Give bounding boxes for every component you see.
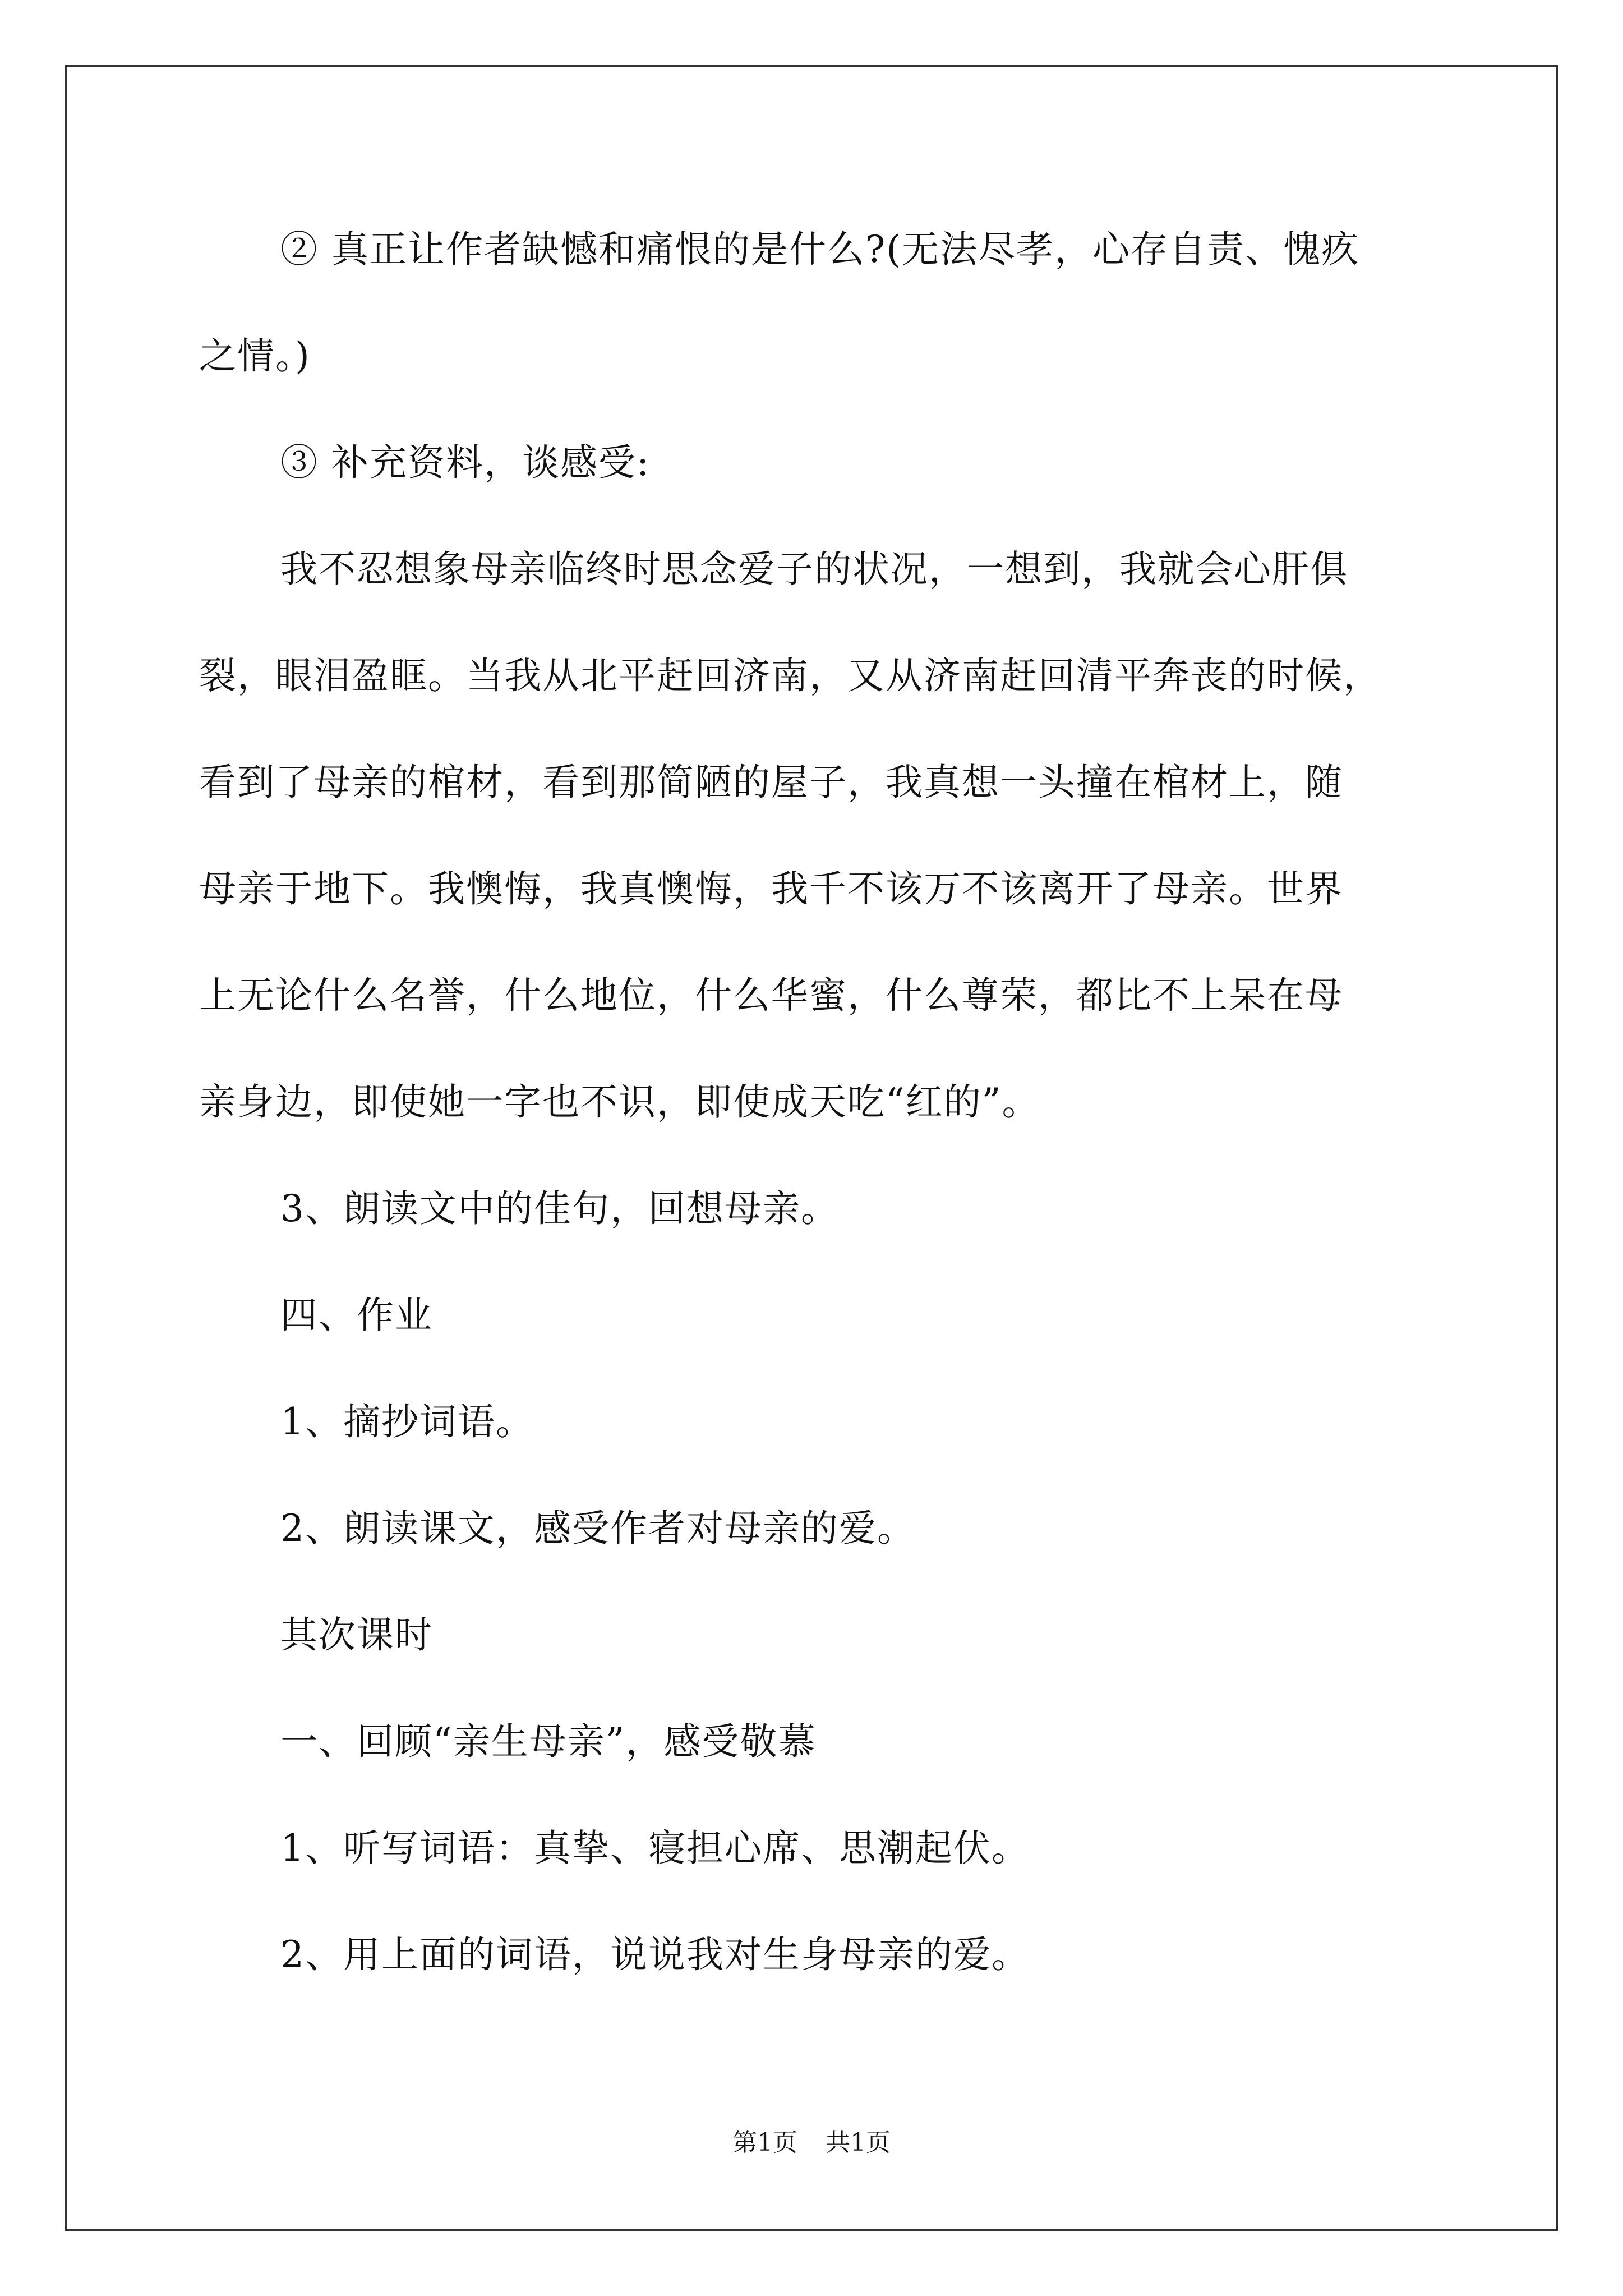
text-line: ③ 补充资料，谈感受: — [280, 441, 651, 484]
section-heading: 其次课时 — [280, 1613, 433, 1657]
text-line: 2、朗读课文，感受作者对母亲的爱。 — [280, 1507, 915, 1550]
page-total: 共1页 — [826, 2128, 891, 2157]
text-line: 2、用上面的词语，说说我对生身母亲的爱。 — [280, 1933, 1030, 1976]
text-line: 1、摘抄词语。 — [280, 1400, 534, 1443]
text-line: 1、听写词语：真挚、寝担心席、思潮起伏。 — [280, 1826, 1030, 1870]
text-line: 看到了母亲的棺材，看到那简陋的屋子，我真想一头撞在棺材上，随 — [199, 761, 1343, 804]
page-frame — [65, 65, 1558, 2231]
text-line: 3、朗读文中的佳句，回想母亲。 — [280, 1187, 839, 1230]
text-line: ② 真正让作者缺憾和痛恨的是什么?(无法尽孝，心存自责、愧疚 — [280, 228, 1360, 271]
text-line: 我不忍想象母亲临终时思念爱子的状况，一想到，我就会心肝俱 — [280, 547, 1348, 591]
text-line: 之情。) — [199, 334, 311, 378]
section-heading: 四、作业 — [280, 1294, 433, 1337]
page-number: 第1页 — [732, 2128, 797, 2157]
page-footer — [0, 2126, 1623, 2160]
text-line: 裂，眼泪盈眶。当我从北平赶回济南，又从济南赶回清平奔丧的时候， — [199, 654, 1381, 697]
text-line: 亲身边，即使她一字也不识，即使成天吃“红的”。 — [199, 1080, 1040, 1124]
text-line: 上无论什么名誉，什么地位，什么华蜜，什么尊荣，都比不上呆在母 — [199, 974, 1343, 1017]
text-line: 母亲于地下。我懊悔，我真懊悔，我千不该万不该离开了母亲。世界 — [199, 867, 1343, 910]
section-heading: 一、回顾“亲生母亲”，感受敬慕 — [280, 1720, 817, 1763]
